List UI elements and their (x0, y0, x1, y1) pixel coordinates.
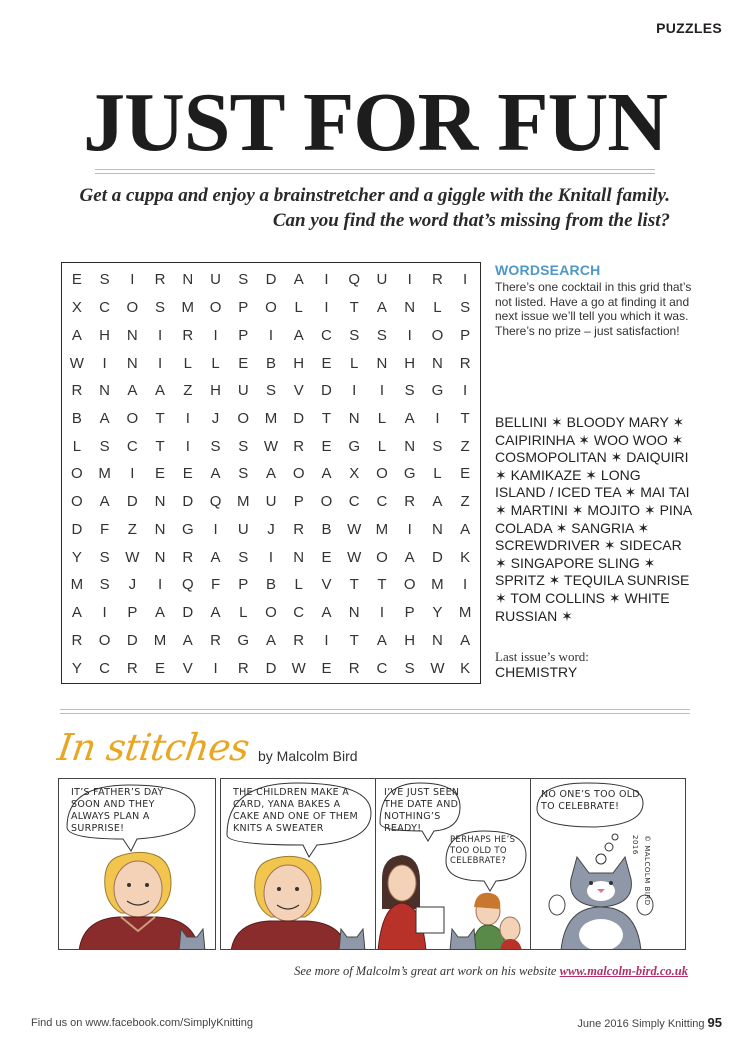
grid-letter: N (376, 354, 388, 372)
grid-letter: O (126, 410, 139, 428)
grid-letter: O (376, 465, 388, 483)
grid-letter: R (404, 493, 416, 511)
grid-letter: S (238, 271, 249, 289)
grid-letter: H (99, 326, 110, 344)
grid-letter: I (102, 354, 107, 372)
grid-letter: L (183, 354, 192, 372)
grid-letter: I (352, 382, 357, 400)
grid-letter: D (431, 548, 443, 566)
grid-letter: N (182, 271, 194, 289)
grid-letter: C (376, 493, 388, 511)
grid-letter: I (213, 659, 218, 677)
grid-letter: O (71, 493, 83, 511)
section-label: PUZZLES (656, 20, 722, 36)
grid-letter: D (126, 493, 138, 511)
grid-letter: C (99, 659, 110, 677)
grid-letter: A (99, 410, 110, 428)
grid-letter: X (71, 299, 82, 317)
grid-letter: I (435, 410, 440, 428)
grid-letter: H (210, 382, 221, 400)
grid-letter: I (185, 410, 190, 428)
grid-letter: P (404, 604, 415, 622)
grid-letter: T (349, 576, 359, 594)
grid-letter: E (321, 659, 332, 677)
grid-letter: M (264, 410, 278, 428)
grid-letter: C (348, 493, 360, 511)
grid-letter: P (238, 299, 249, 317)
grid-letter: U (265, 493, 277, 511)
grid-letter: R (431, 271, 443, 289)
grid-letter: A (71, 604, 82, 622)
grid-letter: I (157, 354, 163, 372)
grid-letter: T (349, 631, 359, 649)
grid-letter: L (350, 354, 359, 372)
grid-letter: I (102, 604, 107, 622)
grid-letter: A (99, 493, 110, 511)
grid-letter: I (407, 271, 412, 289)
grid-letter: N (348, 410, 360, 428)
grid-letter: B (265, 354, 276, 372)
grid-letter: I (463, 382, 468, 400)
page-number: 95 (707, 1015, 722, 1030)
page-title: JUST FOR FUN (83, 76, 667, 169)
grid-letter: U (237, 382, 249, 400)
grid-letter: A (404, 410, 415, 428)
grid-letter: R (71, 382, 83, 400)
artist-website-link[interactable]: www.malcolm-bird.co.uk (559, 964, 688, 978)
grid-letter: A (460, 631, 471, 649)
grid-letter: A (404, 548, 415, 566)
grid-letter: B (71, 410, 82, 428)
comic-panel-4 (530, 778, 686, 950)
grid-letter: D (321, 382, 332, 400)
grid-letter: M (458, 604, 472, 622)
grid-letter: S (460, 299, 471, 317)
grid-letter: G (237, 631, 250, 649)
grid-letter: F (210, 576, 221, 594)
grid-letter: W (263, 437, 279, 455)
grid-letter: T (155, 437, 165, 455)
comic-byline: by Malcolm Bird (258, 748, 358, 764)
grid-letter: R (210, 631, 221, 649)
grid-letter: Z (460, 437, 470, 455)
grid-letter: A (432, 493, 443, 511)
grid-letter: K (460, 548, 471, 566)
grid-letter: H (404, 631, 416, 649)
grid-letter: I (324, 631, 329, 649)
grid-letter: Q (209, 493, 222, 511)
grid-letter: F (100, 520, 110, 538)
grid-letter: S (265, 382, 276, 400)
grid-letter: R (348, 659, 360, 677)
comic-panel-1 (58, 778, 216, 950)
grid-letter: R (71, 631, 83, 649)
wordsearch-heading: WORDSEARCH (495, 262, 601, 278)
grid-letter: A (460, 520, 471, 538)
grid-letter: N (431, 520, 443, 538)
grid-letter: S (238, 548, 249, 566)
grid-letter: E (321, 548, 332, 566)
grid-letter: N (154, 493, 166, 511)
grid-letter: S (349, 326, 360, 344)
grid-letter: R (237, 659, 249, 677)
grid-letter: I (213, 520, 218, 538)
grid-letter: R (182, 326, 194, 344)
grid-letter: K (460, 659, 471, 677)
grid-letter: U (210, 271, 221, 289)
grid-letter: A (182, 631, 193, 649)
grid-letter: M (181, 299, 195, 317)
grid-letter: I (268, 548, 274, 566)
grid-letter: T (460, 410, 470, 428)
grid-letter: E (155, 659, 166, 677)
grid-letter: W (430, 659, 445, 677)
grid-letter: A (210, 548, 221, 566)
website-credit (294, 964, 688, 979)
grid-letter: H (404, 354, 416, 372)
grid-letter: I (379, 382, 385, 400)
grid-letter: O (209, 299, 222, 317)
grid-letter: Y (432, 604, 443, 622)
grid-letter: U (376, 271, 388, 289)
grid-letter: S (404, 382, 415, 400)
grid-letter: N (293, 548, 305, 566)
grid-letter: D (265, 659, 277, 677)
grid-letter: E (71, 271, 82, 289)
grid-letter: O (376, 548, 388, 566)
grid-letter: M (237, 493, 250, 511)
grid-letter: A (376, 299, 387, 317)
grid-letter: G (181, 520, 194, 538)
grid-letter: J (267, 520, 275, 538)
grid-letter: N (404, 437, 416, 455)
grid-letter: L (211, 354, 220, 372)
grid-letter: M (153, 631, 167, 649)
grid-letter: L (377, 410, 387, 428)
grid-letter: D (182, 493, 194, 511)
grid-letter: O (265, 299, 277, 317)
last-issue-word: CHEMISTRY (495, 664, 578, 680)
comic-panel-2 (220, 778, 378, 950)
grid-letter: G (431, 382, 444, 400)
grid-letter: I (268, 326, 274, 344)
grid-letter: A (155, 604, 166, 622)
speech-bubble-2: THE CHILDREN MAKE A CARD, YANA BAKES A CAKE AND ONE OF THEM KNITS A SWEATER (233, 787, 359, 834)
grid-letter: S (99, 437, 110, 455)
grid-letter: M (98, 465, 111, 483)
grid-letter: O (431, 326, 444, 344)
grid-letter: U (237, 520, 249, 538)
intro-text: Get a cuppa and enjoy a brainstretcher and a giggle with the Knitall family. Can you find the word that’s missing from the list? (79, 185, 670, 231)
grid-letter: H (293, 354, 305, 372)
grid-letter: I (324, 271, 329, 289)
comic-title: In stitches (54, 726, 252, 769)
grid-letter: I (185, 437, 190, 455)
grid-letter: N (154, 520, 166, 538)
grid-letter: N (126, 326, 138, 344)
grid-letter: R (182, 548, 194, 566)
grid-letter: L (433, 465, 442, 483)
grid-letter: T (377, 576, 387, 594)
grid-letter: M (375, 520, 389, 538)
grid-letter: V (293, 382, 304, 400)
grid-letter: O (237, 410, 250, 428)
grid-letter: O (265, 604, 277, 622)
grid-letter: A (265, 465, 276, 483)
last-issue-label: Last issue’s word: (495, 649, 589, 664)
grid-letter: W (291, 659, 306, 677)
grid-letter: R (293, 631, 305, 649)
speech-bubble-1: IT’S FATHER’S DAY SOON AND THEY ALWAYS PLAN A SURPRISE! (71, 787, 164, 834)
grid-letter: I (130, 465, 135, 483)
grid-letter: C (376, 659, 388, 677)
artist-signature: © MALCOLM BIRD 2016 (631, 835, 651, 906)
grid-letter: I (463, 271, 468, 289)
grid-letter: A (127, 382, 138, 400)
grid-letter: S (155, 299, 166, 317)
grid-letter: A (293, 271, 304, 289)
grid-letter: B (321, 520, 332, 538)
grid-letter: N (404, 299, 416, 317)
grid-letter: P (238, 576, 249, 594)
grid-letter: Y (71, 659, 82, 677)
grid-letter: C (126, 437, 138, 455)
grid-letter: O (126, 299, 139, 317)
grid-letter: R (293, 437, 305, 455)
grid-letter: E (155, 465, 166, 483)
grid-letter: R (459, 354, 471, 372)
grid-letter: T (321, 410, 332, 428)
grid-letter: S (99, 271, 110, 289)
cocktail-word-list: BELLINI ✶ BLOODY MARY ✶ CAIPIRINHA ✶ WOO WOO ✶ COSMOPOLITAN ✶ DAIQUIRI ✶ KAMIKAZE ✶ LONG ISLAND / ICED TEA ✶ MAI TAI ✶ MARTINI ✶ MOJITO ✶ PINA COLADA ✶ SANGRIA ✶ SCREWDRIVER ✶ SIDECAR ✶ SINGAPORE SLING ✶ SPRITZ ✶ TEQUILA SUNRISE ✶ TOM COLLINS ✶ WHITE RUSSIAN ✶ (495, 414, 692, 624)
grid-letter: V (321, 576, 332, 594)
grid-letter: Z (460, 493, 470, 511)
grid-letter: S (210, 437, 221, 455)
grid-letter: L (294, 299, 303, 317)
footer-issue (577, 1015, 722, 1030)
grid-letter: J (128, 576, 137, 594)
grid-letter: O (71, 465, 83, 483)
grid-letter: Q (181, 576, 194, 594)
grid-letter: T (155, 410, 165, 428)
grid-letter: T (349, 299, 359, 317)
grid-letter: X (349, 465, 360, 483)
grid-letter: C (321, 326, 332, 344)
grid-letter: I (407, 326, 412, 344)
grid-letter: E (321, 437, 332, 455)
grid-letter: O (403, 576, 416, 594)
grid-letter: Z (183, 382, 193, 400)
grid-letter: A (210, 604, 221, 622)
speech-bubble-3b: PERHAPS HE’S TOO OLD TO CELEBRATE? (450, 835, 516, 866)
title-divider (95, 169, 655, 174)
grid-letter: O (98, 631, 111, 649)
grid-letter: I (157, 576, 163, 594)
grid-letter: P (293, 493, 304, 511)
grid-letter: S (99, 548, 110, 566)
grid-letter: R (154, 271, 166, 289)
grid-letter: A (321, 465, 332, 483)
grid-letter: C (99, 299, 110, 317)
grid-letter: I (463, 576, 468, 594)
grid-letter: E (321, 354, 332, 372)
grid-letter: S (238, 465, 249, 483)
grid-letter: A (265, 631, 276, 649)
grid-letter: B (265, 576, 276, 594)
grid-letter: P (460, 326, 471, 344)
grid-letter: L (377, 437, 387, 455)
wordsearch-grid-frame (61, 262, 481, 684)
grid-letter: O (320, 493, 333, 511)
grid-letter: W (347, 520, 362, 538)
grid-letter: Z (127, 520, 137, 538)
grid-letter: N (126, 354, 138, 372)
credit-text: See more of Malcolm’s great art work on his website (294, 964, 557, 978)
grid-letter: P (238, 326, 249, 344)
grid-letter: G (348, 437, 361, 455)
grid-letter: W (347, 548, 362, 566)
grid-letter: A (210, 465, 221, 483)
grid-letter: N (348, 604, 360, 622)
grid-letter: I (213, 326, 218, 344)
grid-letter: N (431, 631, 443, 649)
grid-letter: R (126, 659, 138, 677)
grid-letter: A (321, 604, 332, 622)
grid-letter: A (71, 326, 82, 344)
grid-letter: I (324, 299, 329, 317)
grid-letter: D (71, 520, 83, 538)
grid-letter: R (293, 520, 305, 538)
grid-letter: N (99, 382, 110, 400)
grid-letter: A (376, 631, 387, 649)
grid-letter: Q (348, 271, 361, 289)
grid-letter: O (292, 465, 305, 483)
grid-letter: D (126, 631, 138, 649)
grid-letter: M (70, 576, 84, 594)
grid-letter: S (404, 659, 415, 677)
grid-letter: G (403, 465, 416, 483)
grid-letter: J (211, 410, 220, 428)
grid-letter: S (376, 326, 387, 344)
grid-letter: I (407, 520, 412, 538)
grid-letter: L (294, 576, 303, 594)
wordsearch-instructions: There’s one cocktail in this grid that’s not listed. Have a go at finding it and next issue we’ll tell you which it was. There’s no prize – just satisfaction! (495, 280, 692, 338)
grid-letter: A (293, 326, 304, 344)
grid-letter: E (182, 465, 193, 483)
grid-letter: P (127, 604, 138, 622)
speech-bubble-3: I’VE JUST SEEN THE DATE AND NOTHING’S READY! (384, 787, 460, 834)
grid-letter: D (182, 604, 194, 622)
grid-letter: L (72, 437, 82, 455)
grid-letter: D (265, 271, 277, 289)
grid-letter: S (99, 576, 110, 594)
grid-letter: I (130, 271, 135, 289)
grid-letter: S (432, 437, 443, 455)
grid-letter: V (182, 659, 193, 677)
grid-letter: C (293, 604, 305, 622)
section-divider (60, 709, 690, 714)
wordsearch-grid (63, 266, 479, 682)
grid-letter: E (238, 354, 249, 372)
grid-letter: L (433, 299, 442, 317)
speech-bubble-4: NO ONE’S TOO OLD TO CELEBRATE! (541, 789, 640, 812)
grid-letter: Y (71, 548, 82, 566)
comic-panel-3 (375, 778, 533, 950)
grid-letter: N (154, 548, 166, 566)
grid-letter: I (379, 604, 385, 622)
grid-letter: L (239, 604, 248, 622)
issue-label: June 2016 Simply Knitting (577, 1018, 705, 1030)
grid-letter: M (431, 576, 444, 594)
grid-letter: W (125, 548, 140, 566)
grid-letter: I (157, 326, 163, 344)
grid-letter: S (238, 437, 249, 455)
grid-letter: D (293, 410, 305, 428)
footer-facebook: Find us on www.facebook.com/SimplyKnitting (31, 1017, 253, 1029)
grid-letter: A (155, 382, 166, 400)
grid-letter: W (69, 354, 84, 372)
grid-letter: N (431, 354, 443, 372)
grid-letter: E (460, 465, 471, 483)
